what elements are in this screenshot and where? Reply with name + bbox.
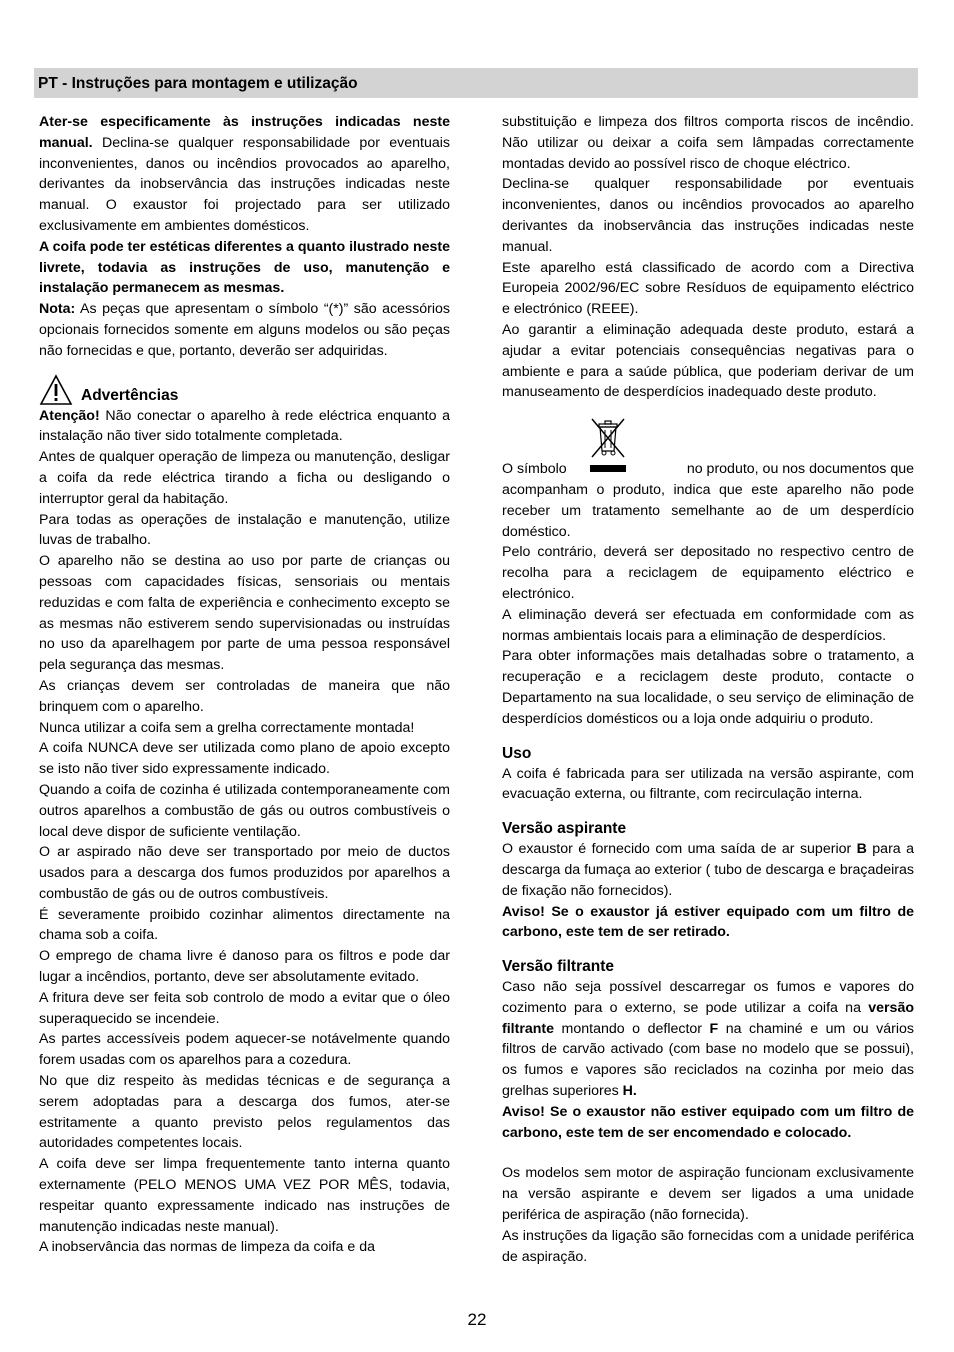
filtrante-warning: Aviso! Se o exaustor não estiver equipado com um filtro de carbono, este tem de ser encomendado e colocado.	[502, 1103, 914, 1141]
filtrante-title: Versão filtrante	[502, 958, 614, 976]
section-header	[34, 68, 918, 98]
warning-paragraph: No que diz respeito às medidas técnicas e de segurança a serem adoptadas para a descarga dos fumos, ater-se estritamente a quanto previsto pelos regulamentos das autoridades competentes locais.	[39, 1073, 450, 1152]
filtrante-paragraph: Caso não seja possível descarregar os fumos e vapores do cozimento para o externo, se pode utilizar a coifa na versão filtrante montando o deflector F na chaminé e um ou vários filtros de carvão activado (com base no modelo que se possui), os fumos e vapores são reciclados na cozinha por meio das grelhas superiores H.	[502, 979, 914, 1100]
warning-paragraph: Antes de qualquer operação de limpeza ou manutenção, desligar a coifa da rede eléctrica tirando a ficha ou desligando o interruptor geral da habitação.	[39, 449, 450, 507]
warning-paragraph: O aparelho não se destina ao uso por parte de crianças ou pessoas com capacidades físicas, sensoriais ou mentais reduzidas e com falta de experiência e conhecimento excepto se as mesmas não estiverem sendo supervisionadas ou instruídas no uso da aparelhagem por parte de uma pessoa responsável pela segurança das mesmas.	[39, 553, 450, 674]
connection-paragraph: As instruções da ligação são fornecidas com a unidade periférica de aspiração.	[502, 1227, 914, 1265]
warning-paragraph: O ar aspirado não deve ser transportado por meio de ductos usados para a descarga dos fumos produzidos por aparelhos a combustão de gás ou de outros combustíveis.	[39, 844, 450, 902]
warning-paragraph: A coifa deve ser limpa frequentemente tanto interna quanto externamente (PELO MENOS UMA VEZ POR MÊS, todavia, respeitar quanto expressamente indicado nas instruções de manutenção indicadas neste manual).	[39, 1156, 450, 1235]
warning-paragraph: As crianças devem ser controladas de maneira que não brinquem com o aparelho.	[39, 677, 450, 715]
right-column	[502, 112, 914, 1267]
aspirante-warning: Aviso! Se o exaustor já estiver equipado com um filtro de carbono, este tem de ser retirado.	[502, 903, 914, 941]
warning-paragraph: Para todas as operações de instalação e manutenção, utilize luvas de trabalho.	[39, 511, 450, 549]
note-paragraph: Nota: As peças que apresentam o símbolo “(*)” são acessórios opcionais fornecidos somente em alguns modelos ou são peças não fornecidas e que, portanto, deverão ser adquiridas.	[39, 301, 450, 359]
warning-paragraph: Quando a coifa de cozinha é utilizada contemporaneamente com outros aparelhos a combustão de gás ou outros combustíveis o local deve dispor de suficiente ventilação.	[39, 781, 450, 840]
attention-paragraph: Atenção! Não conectar o aparelho à rede eléctrica enquanto a instalação não tiver sido totalmente completada.	[39, 407, 450, 445]
warning-paragraph: A inobservância das normas de limpeza da coifa e da	[39, 1239, 375, 1256]
use-title: Uso	[502, 744, 532, 762]
aspirante-paragraph: O exaustor é fornecido com uma saída de ar superior B para a descarga da fumaça ao exterior ( tubo de descarga e braçadeiras de fixação não fornecidos).	[502, 841, 914, 899]
warnings-title: Advertências	[81, 386, 179, 404]
symbol-paragraph-line: O símbolo no produto, ou nos documentos que	[502, 461, 914, 478]
crossed-bin-icon	[586, 415, 630, 459]
warning-paragraph: É severamente proibido cozinhar alimentos directamente na chama sob a coifa.	[39, 906, 450, 944]
use-paragraph: A coifa é fabricada para ser utilizada na versão aspirante, com evacuação externa, ou filtrante, com recirculação interna.	[502, 765, 914, 803]
aesthetics-note: A coifa pode ter estéticas diferentes a quanto ilustrado neste livrete, todavia as instruções de uso, manutenção e instalação permanecem as mesmas.	[39, 238, 451, 297]
warnings-heading	[39, 372, 450, 406]
left-column	[39, 112, 450, 1258]
models-paragraph: Os modelos sem motor de aspiração funcionam exclusivamente na versão aspirante e devem ser ligados a uma unidade periférica de aspiração (não fornecida).	[502, 1165, 914, 1224]
warning-paragraph: A coifa NUNCA deve ser utilizada como plano de apoio excepto se isto não tiver sido expressamente indicado.	[39, 740, 450, 778]
body-paragraph: substituição e limpeza dos filtros comporta riscos de incêndio. Não utilizar ou deixar a coifa sem lâmpadas correctamente montadas devido ao possível risco de choque eléctrico.	[502, 114, 914, 172]
body-paragraph: Para obter informações mais detalhadas sobre o tratamento, a recuperação e a reciclagem deste produto, contacte o Departamento na sua localidade, o seu serviço de eliminação de desperdícios domésticos ou a loja onde adquiriu o produto.	[502, 648, 914, 727]
warning-paragraph: A fritura deve ser feita sob controlo de modo a evitar que o óleo superaquecido se incendeie.	[39, 989, 450, 1027]
page-number: 22	[467, 1310, 487, 1329]
aspirante-title: Versão aspirante	[502, 820, 627, 838]
intro-paragraph: Ater-se especificamente às instruções indicadas neste manual. Declina-se qualquer responsabilidade por eventuais inconvenientes, danos ou incêndios provocados ao aparelho, derivantes da inobservância das instruções indicadas neste manual. O exaustor foi projectado para ser utilizado exclusivamente em ambientes domésticos.	[39, 114, 450, 234]
body-paragraph: A eliminação deverá ser efectuada em conformidade com as normas ambientais locais para a eliminação de desperdícios.	[502, 606, 914, 644]
symbol-paragraph: acompanham o produto, indica que este aparelho não pode receber um tratamento semelhante ao de um desperdício doméstico.	[502, 481, 914, 540]
weee-symbol-row	[502, 415, 914, 483]
warning-paragraph: Nunca utilizar a coifa sem a grelha correctamente montada!	[39, 719, 415, 736]
warning-triangle-icon	[39, 374, 73, 406]
body-paragraph: Declina-se qualquer responsabilidade por eventuais inconvenientes, danos ou incêndios provocados ao aparelho derivantes da inobservância das instruções indicadas neste manual.	[502, 176, 914, 255]
section-title: PT - Instruções para montagem e utilização	[38, 75, 358, 92]
body-paragraph: Pelo contrário, deverá ser depositado no respectivo centro de recolha para a reciclagem de equipamento eléctrico e electrónico.	[502, 544, 914, 602]
body-paragraph: Este aparelho está classificado de acordo com a Directiva Europeia 2002/96/EC sobre Resíduos de equipamento eléctrico e electrónico (REEE).	[502, 259, 914, 318]
warning-paragraph: As partes accessíveis podem aquecer-se notávelmente quando forem usadas com os aparelhos para a cozedura.	[39, 1031, 450, 1069]
body-paragraph: Ao garantir a eliminação adequada deste produto, estará a ajudar a evitar potenciais consequências negativas para o ambiente e para a saúde pública, que poderiam derivar de um manuseamento de desperdícios inadequado deste produto.	[502, 321, 914, 401]
weee-bar	[590, 465, 626, 472]
warning-paragraph: O emprego de chama livre é danoso para os filtros e pode dar lugar a incêndios, portanto, deve ser absolutamente evitado.	[39, 948, 450, 986]
